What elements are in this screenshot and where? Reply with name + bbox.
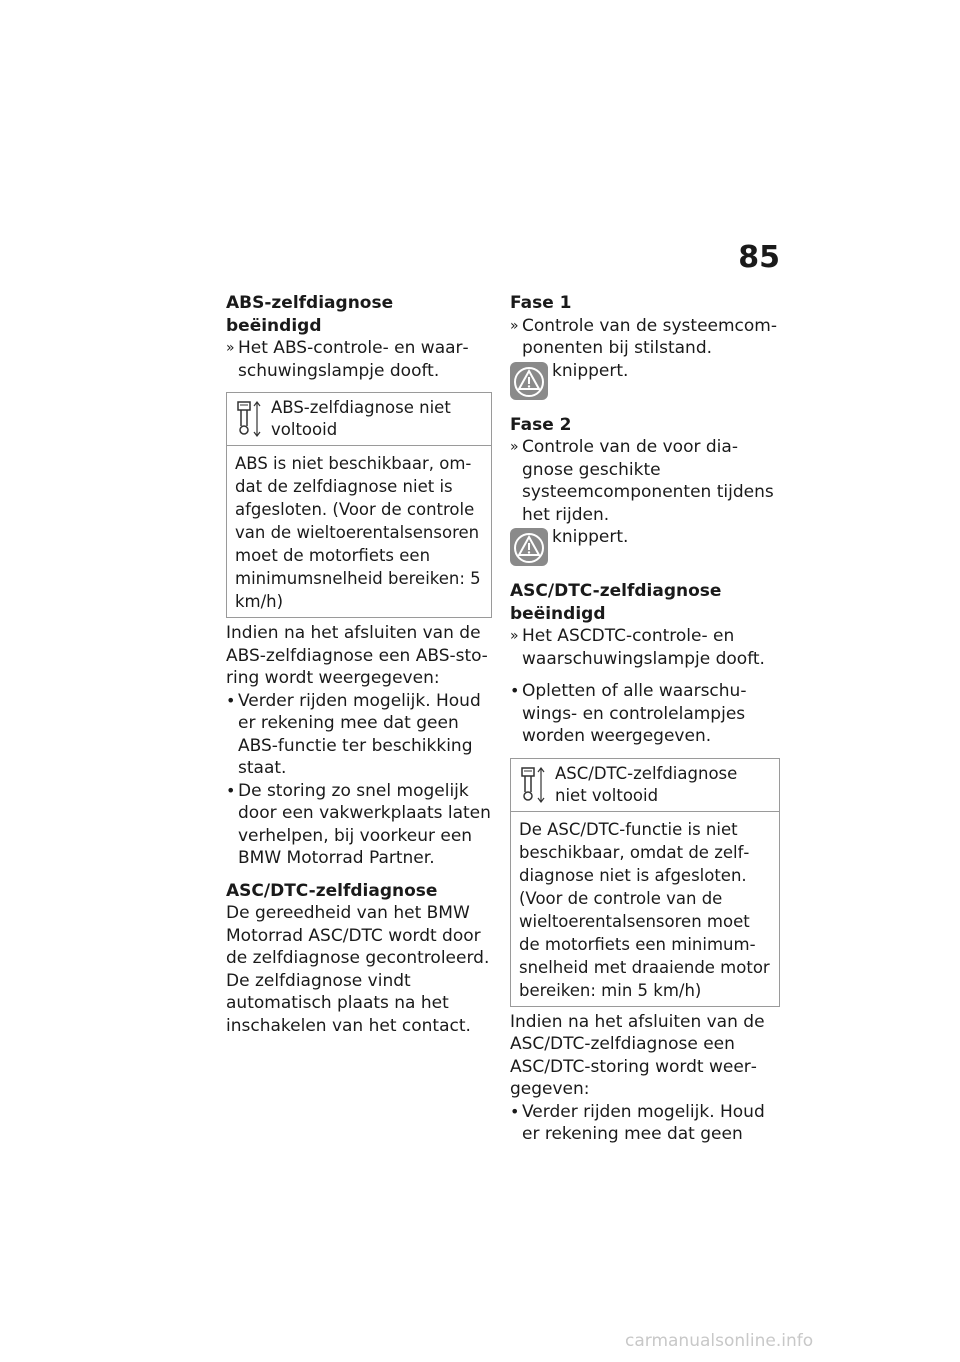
left-column <box>226 292 492 1037</box>
right-column <box>510 292 780 1146</box>
step-item <box>226 337 492 382</box>
phase-heading: Fase 1 <box>510 293 572 313</box>
piston-gauge-icon <box>519 766 547 810</box>
warning-lamp-text: knippert. <box>552 360 629 381</box>
warning-lamp-text: knippert. <box>552 527 629 547</box>
note-box <box>226 392 492 618</box>
warning-lamp-line <box>510 360 780 404</box>
section-heading: ASC/DTC-zelfdiagnose beëindigd <box>510 581 722 624</box>
paragraph: Indien na het afsluiten van de ABS-zelfdiagnose een ABS-storing wordt weergegeven: <box>226 623 488 688</box>
bullet-text: Verder rijden mogelijk. Houd er rekening mee dat geen ABS-functie ter beschikking staat. <box>238 690 481 778</box>
note-header <box>227 393 491 446</box>
note-title: ASC/DTC-zelfdiagnose niet voltooid <box>555 763 738 805</box>
note-header <box>511 759 779 812</box>
section-heading: ASC/DTC-zelfdiagnose <box>226 880 438 901</box>
section-heading: ABS-zelfdiagnose beëindigd <box>226 293 394 336</box>
note-body: ABS is niet beschikbaar, omdat de zelfdiagnose niet is afgesloten. (Voor de controle van de wieltoerentalsensoren moet de motorfiets een minimumsnelheid bereiken: 5 km/h) <box>235 454 481 611</box>
note-body: De ASC/DTC-functie is niet beschikbaar, omdat de zelfdiagnose niet is afgesloten. (Voor de controle van de wieltoerentalsensoren moet de motorfiets een minimumsnelheid met draaiende motor bereiken: min 5 km/h) <box>519 819 770 1000</box>
step-item <box>510 315 780 360</box>
phase-heading: Fase 2 <box>510 414 572 435</box>
step-text: Controle van de voor diagnose geschikte systeemcomponenten tijdens het rijden. <box>522 437 774 525</box>
note-title: ABS-zelfdiagnose niet voltooid <box>271 398 451 439</box>
bullet-marker: • <box>510 681 520 700</box>
step-item <box>510 625 780 670</box>
bullet-marker: • <box>510 1101 520 1121</box>
bullet-marker: • <box>226 780 236 800</box>
step-text: Het ABS-controle- en waarschuwingslampje dooft. <box>238 338 469 381</box>
watermark: carmanualsonline.info <box>625 1331 814 1351</box>
bullet-text: Opletten of alle waarschuwings- en controlelampjes worden weergegeven. <box>522 681 747 746</box>
paragraph: De gereedheid van het BMW Motorrad ASC/DTC wordt door de zelfdiagnose gecontroleerd. De zelfdiagnose vindt automatisch plaats na het inschakelen van het contact. <box>226 903 490 1036</box>
step-text: Het ASCDTC-controle- en waarschuwingslampje dooft. <box>522 626 765 669</box>
warning-triangle-icon <box>510 528 548 573</box>
bullet-item <box>226 690 492 780</box>
bullet-text: De storing zo snel mogelijk door een vakwerkplaats laten verhelpen, bij voorkeur een BMW Motorrad Partner. <box>238 780 491 868</box>
warning-lamp-line <box>510 526 780 570</box>
warning-triangle-icon <box>510 362 548 407</box>
page-number: 85 <box>738 240 780 275</box>
step-marker: » <box>510 317 519 334</box>
step-marker: » <box>510 439 519 455</box>
step-marker: » <box>226 340 235 356</box>
bullet-item <box>510 1101 780 1146</box>
bullet-text: Verder rijden mogelijk. Houd er rekening mee dat geen <box>522 1101 765 1144</box>
paragraph: Indien na het afsluiten van de ASC/DTC-zelfdiagnose een ASC/DTC-storing wordt weergegeven: <box>510 1011 765 1099</box>
bullet-item <box>510 680 780 748</box>
bullet-item <box>226 780 492 870</box>
step-marker: » <box>510 628 519 644</box>
step-text: Controle van de systeemcomponenten bij stilstand. <box>522 315 777 358</box>
note-box <box>510 758 780 1007</box>
step-item <box>510 436 780 526</box>
bullet-marker: • <box>226 690 236 710</box>
piston-gauge-icon <box>235 400 263 444</box>
